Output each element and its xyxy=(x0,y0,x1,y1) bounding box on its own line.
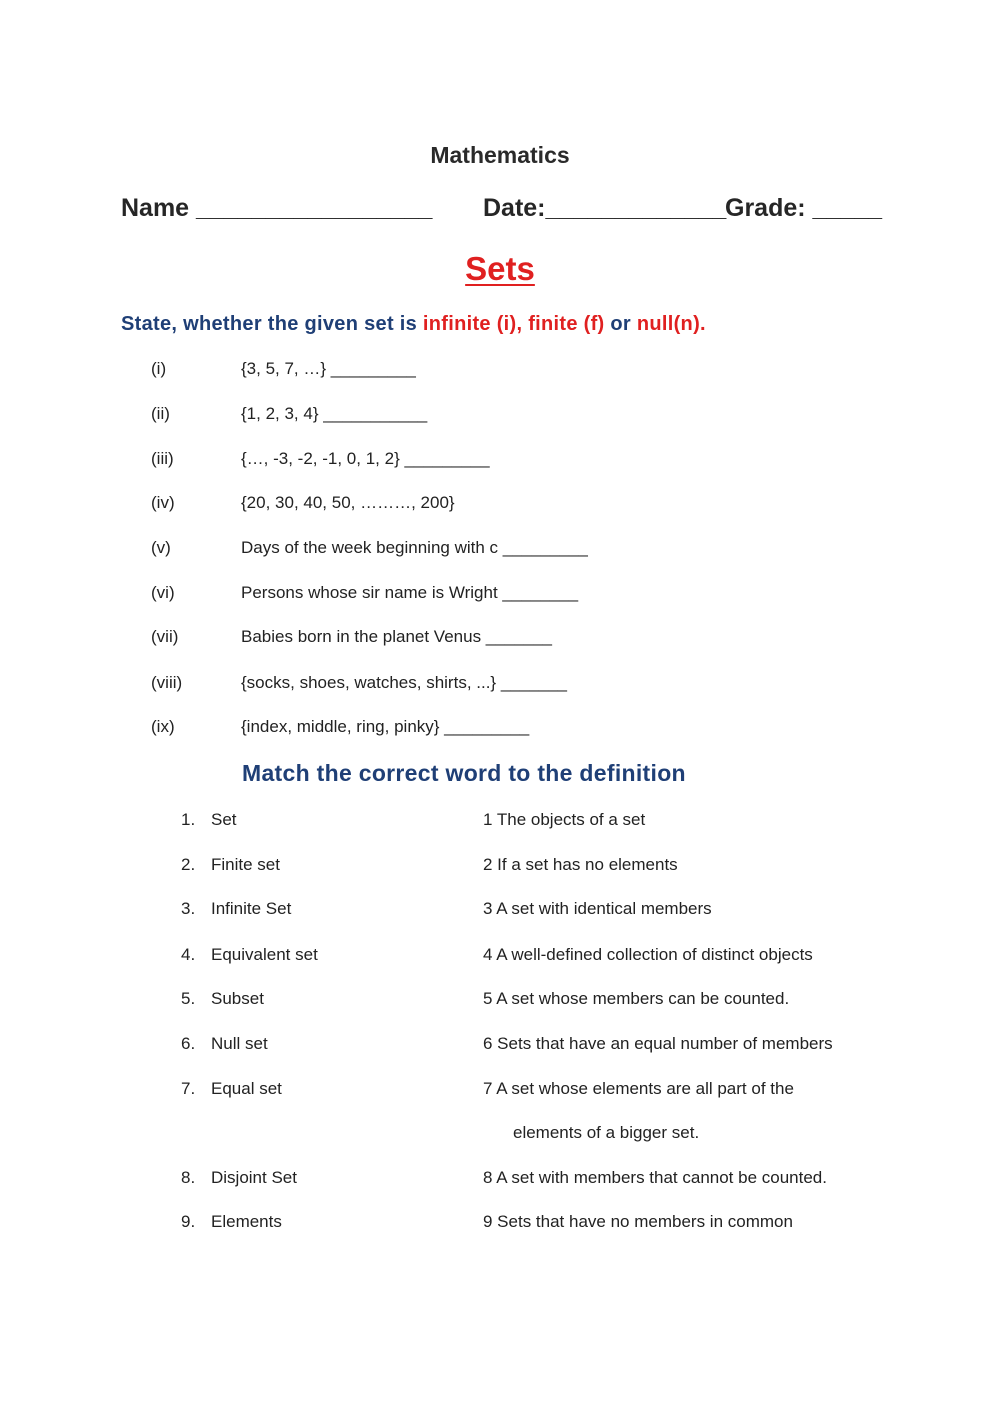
match-word: Equivalent set xyxy=(211,945,318,964)
match-definition-continued: elements of a bigger set. xyxy=(513,1123,700,1142)
match-number: 3. xyxy=(181,899,196,918)
match-definition: 4 A well-defined collection of distinct objects xyxy=(483,945,813,964)
match-number: 9. xyxy=(181,1212,196,1231)
match-word: Elements xyxy=(211,1212,282,1231)
match-definition: 3 A set with identical members xyxy=(483,899,712,918)
match-number: 2. xyxy=(181,855,196,874)
instruction-text xyxy=(121,313,706,336)
question-text: {1, 2, 3, 4} ___________ xyxy=(241,404,428,423)
match-number: 5. xyxy=(181,989,196,1008)
instruction-or: or xyxy=(604,313,637,335)
match-number: 6. xyxy=(181,1034,196,1053)
match-word: Null set xyxy=(211,1034,268,1053)
question-text: {…, -3, -2, -1, 0, 1, 2} _________ xyxy=(241,449,490,468)
question-number: (iii) xyxy=(151,449,174,468)
question-text: Days of the week beginning with c _________ xyxy=(241,538,588,557)
match-number: 8. xyxy=(181,1168,196,1187)
question-number: (viii) xyxy=(151,673,183,692)
question-number: (i) xyxy=(151,359,167,378)
match-word: Disjoint Set xyxy=(211,1168,297,1187)
instruction-infinite-finite: infinite (i), finite (f) xyxy=(422,313,605,335)
question-text: {index, middle, ring, pinky} _________ xyxy=(241,717,530,736)
question-text: {20, 30, 40, 50, ………, 200} xyxy=(241,493,455,512)
question-number: (ii) xyxy=(151,404,170,423)
match-definition: 8 A set with members that cannot be counted. xyxy=(483,1168,827,1187)
match-definition: 2 If a set has no elements xyxy=(483,855,678,874)
match-definition: 5 A set whose members can be counted. xyxy=(483,989,790,1008)
name-field: Name _________________ xyxy=(121,194,433,222)
worksheet-title: Sets xyxy=(465,250,535,287)
subject-heading: Mathematics xyxy=(430,142,570,168)
question-text: {3, 5, 7, …} _________ xyxy=(241,359,416,378)
question-number: (vi) xyxy=(151,583,175,602)
match-number: 7. xyxy=(181,1079,196,1098)
match-word: Equal set xyxy=(211,1079,282,1098)
question-number: (vii) xyxy=(151,627,179,646)
question-number: (iv) xyxy=(151,493,175,512)
match-heading: Match the correct word to the definition xyxy=(242,760,686,786)
date-field: Date:_____________ xyxy=(483,194,727,222)
question-text: {socks, shoes, watches, shirts, ...} _______ xyxy=(241,673,568,692)
instruction-part: State, whether the given set is xyxy=(121,313,423,335)
question-number: (ix) xyxy=(151,717,175,736)
instruction-null: null(n). xyxy=(636,313,706,335)
question-text: Persons whose sir name is Wright ________ xyxy=(241,583,579,602)
question-number: (v) xyxy=(151,538,171,557)
match-word: Infinite Set xyxy=(211,899,292,918)
match-definition: 9 Sets that have no members in common xyxy=(483,1212,793,1231)
match-word: Set xyxy=(211,810,237,829)
match-number: 1. xyxy=(181,810,196,829)
match-definition: 6 Sets that have an equal number of members xyxy=(483,1034,833,1053)
grade-field: Grade: _____ xyxy=(725,194,883,222)
match-definition: 1 The objects of a set xyxy=(483,810,646,829)
match-word: Finite set xyxy=(211,855,280,874)
question-text: Babies born in the planet Venus _______ xyxy=(241,627,552,646)
match-definition: 7 A set whose elements are all part of the xyxy=(483,1079,794,1098)
match-word: Subset xyxy=(211,989,264,1008)
match-number: 4. xyxy=(181,945,196,964)
